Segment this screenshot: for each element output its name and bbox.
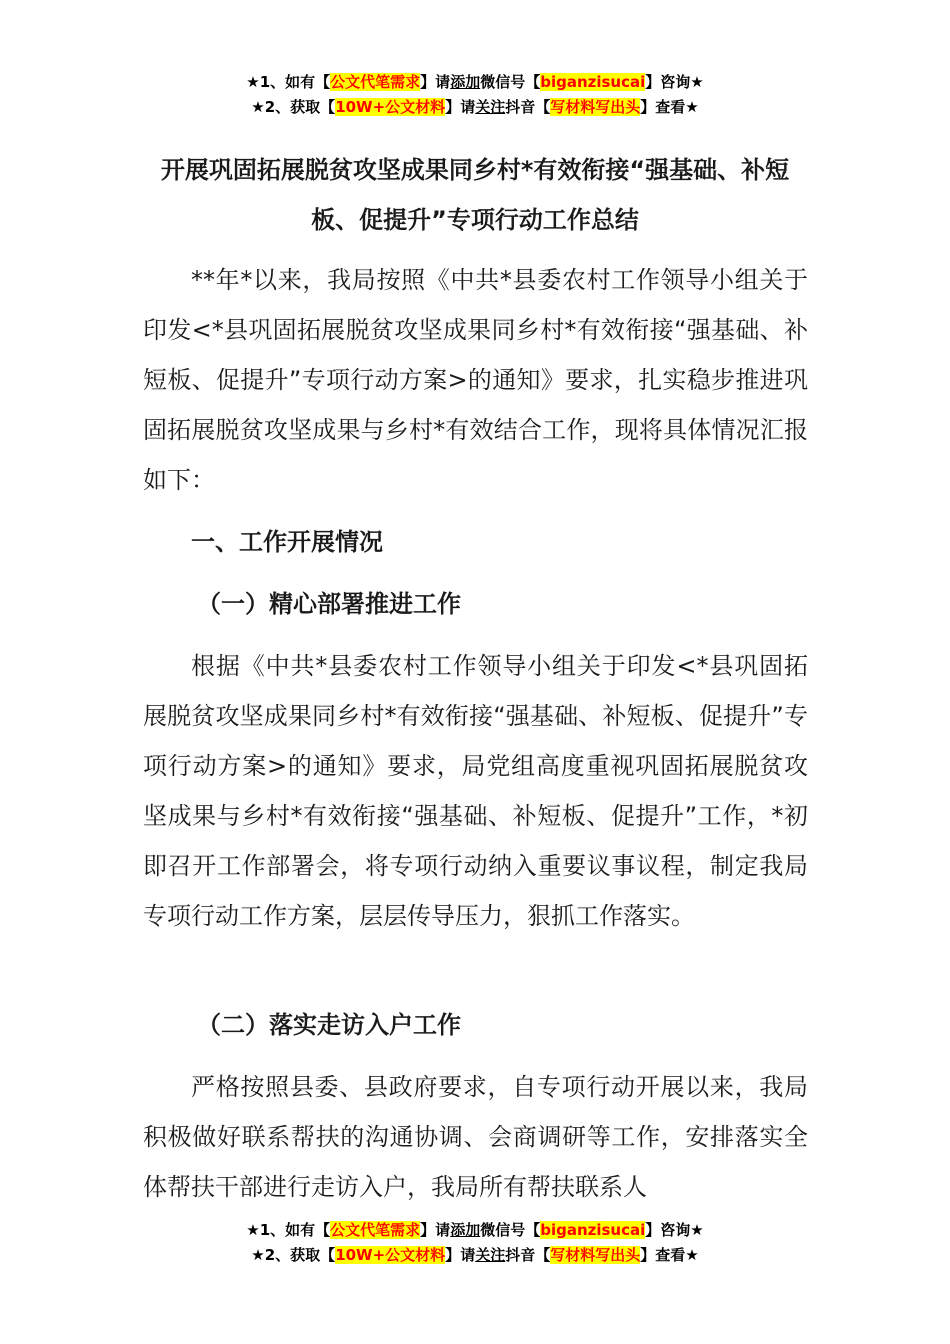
header-promo-banner bbox=[0, 70, 950, 120]
section-1 bbox=[143, 517, 808, 567]
subsection-heading: （二）落实走访入户工作 bbox=[197, 1011, 461, 1039]
promo-highlight: 公文代笔需求 bbox=[330, 73, 421, 91]
promo-text: 】请 bbox=[445, 98, 476, 116]
promo-text: 微信号【 bbox=[480, 1221, 541, 1239]
promo-line-1 bbox=[0, 1218, 950, 1243]
promo-underline: 添加 bbox=[450, 1221, 481, 1239]
promo-text: ★2、获取【 bbox=[251, 1246, 336, 1264]
promo-wechat-id: biganzisucai bbox=[540, 1221, 646, 1239]
footer-promo-banner bbox=[0, 1218, 950, 1268]
promo-text: ★1、如有【 bbox=[246, 1221, 331, 1239]
promo-text: 】查看★ bbox=[640, 1246, 699, 1264]
promo-text: ★1、如有【 bbox=[246, 73, 331, 91]
subsection-2 bbox=[143, 1000, 808, 1212]
promo-wechat-id: biganzisucai bbox=[540, 73, 646, 91]
promo-text: 】咨询★ bbox=[645, 1221, 704, 1239]
promo-douyin-id: 写材料写出头 bbox=[550, 1246, 641, 1264]
promo-text: 】请 bbox=[420, 1221, 451, 1239]
promo-text: ★2、获取【 bbox=[251, 98, 336, 116]
document-title: 开展巩固拓展脱贫攻坚成果同乡村*有效衔接“强基础、补短板、促提升”专项行动工作总结 bbox=[160, 156, 790, 234]
promo-line-2 bbox=[0, 1243, 950, 1268]
subsection-paragraph: 根据《中共*县委农村工作领导小组关于印发<*县巩固拓展脱贫攻坚成果同乡村*有效衔接“强基础、补短板、促提升”专项行动方案>的通知》要求，局党组高度重视巩固拓展脱贫攻坚成果与乡村*有效衔接“强基础、补短板、促提升”工作，*初即召开工作部署会，将专项行动纳入重要议事议程，制定我局专项行动工作方案，层层传导压力，狠抓工作落实。 bbox=[143, 652, 808, 930]
promo-douyin-id: 写材料写出头 bbox=[550, 98, 641, 116]
promo-text: 抖音【 bbox=[505, 98, 551, 116]
subsection-heading: （一）精心部署推进工作 bbox=[197, 590, 461, 618]
promo-text: 】请 bbox=[445, 1246, 476, 1264]
promo-text: 】请 bbox=[420, 73, 451, 91]
promo-highlight: 10W+公文材料 bbox=[335, 1246, 446, 1264]
intro-paragraph: **年*以来，我局按照《中共*县委农村工作领导小组关于印发<*县巩固拓展脱贫攻坚成果同乡村*有效衔接“强基础、补短板、促提升”专项行动方案>的通知》要求，扎实稳步推进巩固拓展脱贫攻坚成果与乡村*有效结合工作，现将具体情况汇报如下： bbox=[143, 266, 808, 494]
promo-text: 】查看★ bbox=[640, 98, 699, 116]
promo-highlight: 10W+公文材料 bbox=[335, 98, 446, 116]
promo-highlight: 公文代笔需求 bbox=[330, 1221, 421, 1239]
promo-text: 微信号【 bbox=[480, 73, 541, 91]
promo-text: 抖音【 bbox=[505, 1246, 551, 1264]
promo-underline: 添加 bbox=[450, 73, 481, 91]
promo-underline: 关注 bbox=[475, 98, 506, 116]
promo-line-2 bbox=[0, 95, 950, 120]
subsection-paragraph: 严格按照县委、县政府要求，自专项行动开展以来，我局积极做好联系帮扶的沟通协调、会商调研等工作，安排落实全体帮扶干部进行走访入户，我局所有帮扶联系人 bbox=[143, 1073, 808, 1201]
section-heading: 一、工作开展情况 bbox=[191, 528, 383, 556]
promo-line-1 bbox=[0, 70, 950, 95]
document-body bbox=[143, 255, 808, 505]
promo-underline: 关注 bbox=[475, 1246, 506, 1264]
promo-text: 】咨询★ bbox=[645, 73, 704, 91]
subsection-1 bbox=[143, 579, 808, 941]
